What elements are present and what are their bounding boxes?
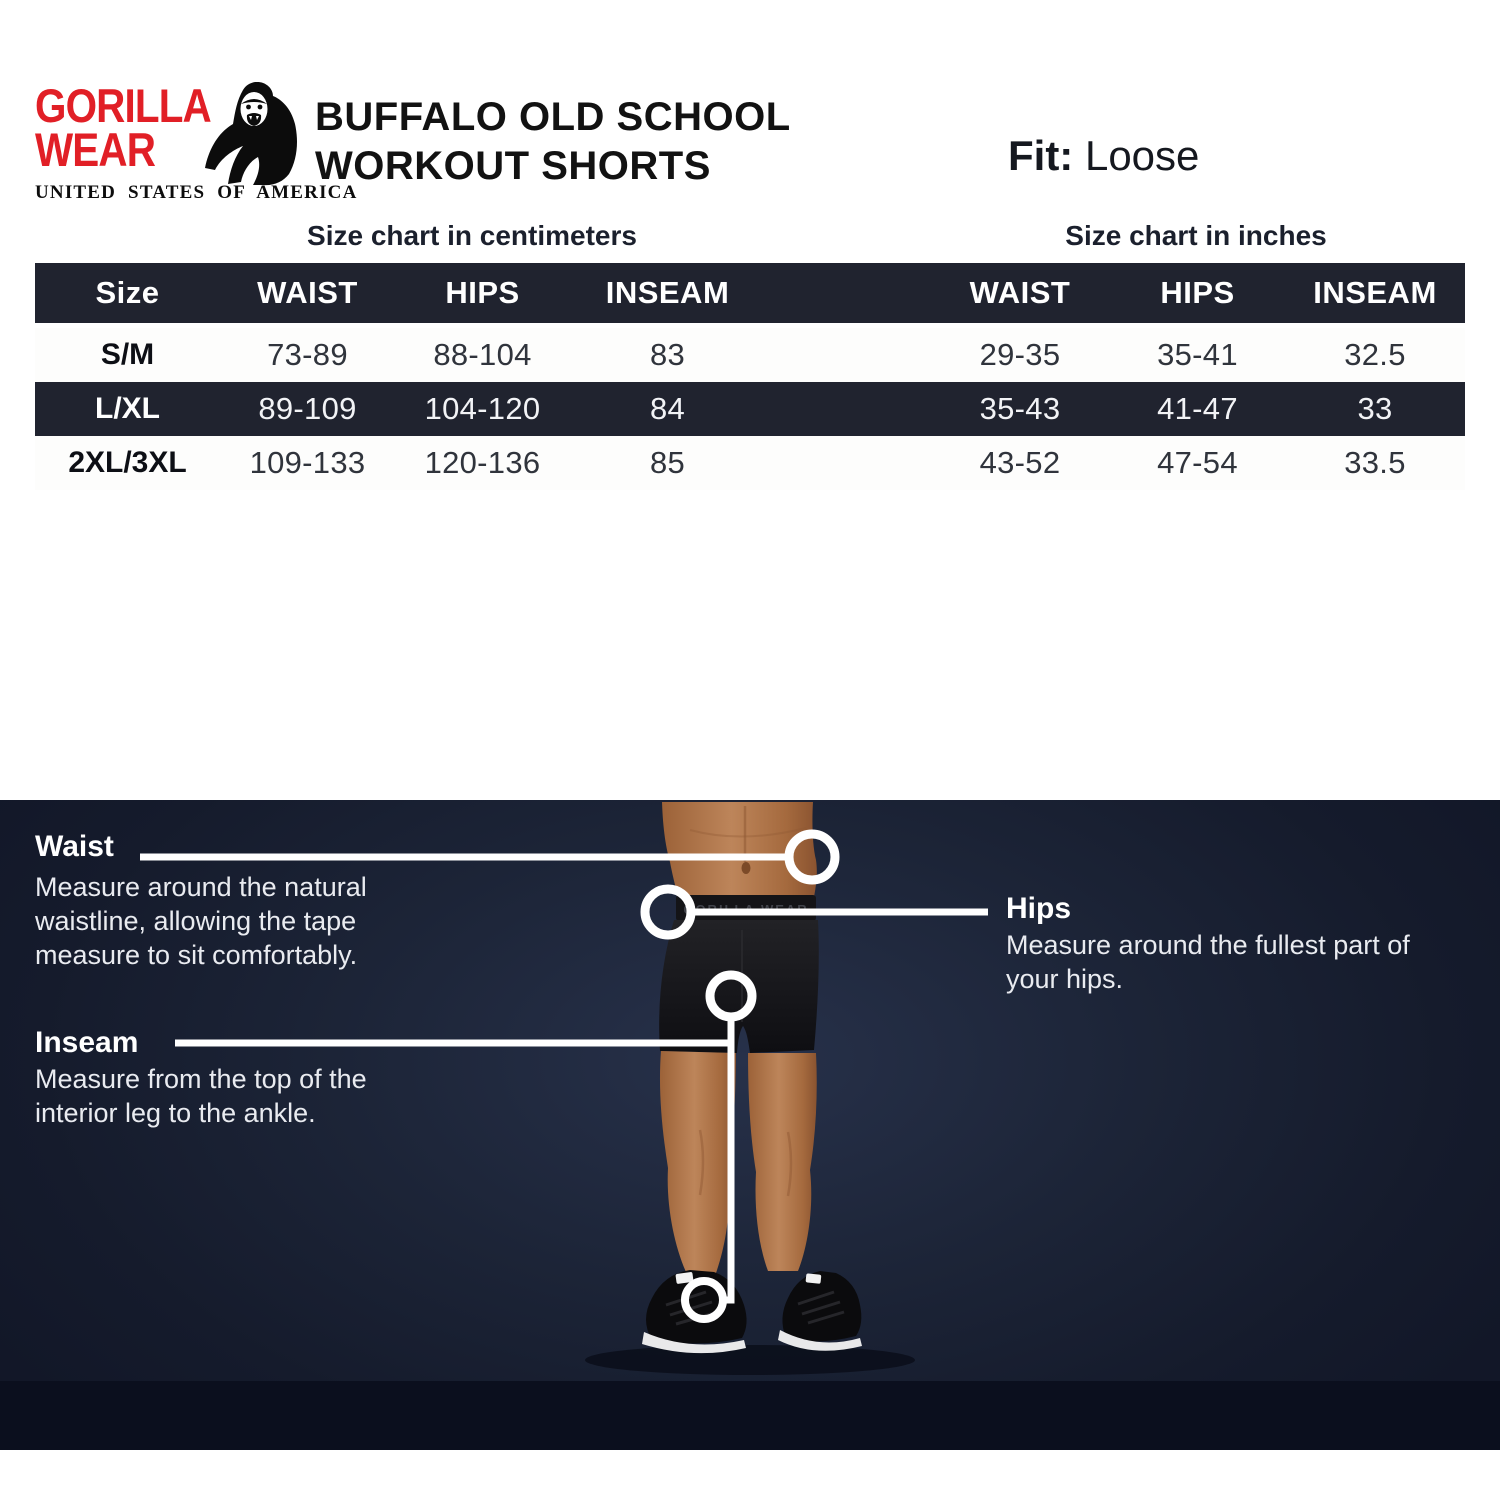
row-hips-in: 41-47 bbox=[1157, 391, 1238, 426]
logo-tagline: UNITED STATES OF AMERICA bbox=[35, 182, 358, 203]
row-hips-in: 47-54 bbox=[1157, 445, 1238, 480]
hips-label: Hips bbox=[1006, 892, 1072, 925]
row-waist-cm: 109-133 bbox=[249, 445, 366, 480]
gorilla-wear-logo bbox=[35, 79, 358, 212]
table-row bbox=[35, 382, 1465, 436]
logo-word-gorilla: GORILLA bbox=[35, 79, 211, 132]
table-row bbox=[35, 328, 1465, 382]
gorilla-icon bbox=[201, 82, 301, 186]
row-waist-in: 29-35 bbox=[979, 337, 1061, 372]
inseam-label: Inseam bbox=[35, 1026, 139, 1059]
header-hips-in: HIPS bbox=[1160, 275, 1235, 310]
inseam-desc-line: interior leg to the ankle. bbox=[35, 1098, 316, 1128]
size-table bbox=[35, 263, 1465, 490]
waistband-brand-text: GORILLA WEAR bbox=[683, 902, 809, 917]
row-waist-in: 43-52 bbox=[979, 445, 1061, 480]
hips-description bbox=[1006, 928, 1410, 996]
floor-shadow bbox=[585, 1345, 915, 1375]
row-inseam-cm: 84 bbox=[649, 391, 686, 426]
waist-desc-line: Measure around the natural bbox=[35, 872, 367, 902]
row-waist-cm: 73-89 bbox=[267, 337, 348, 372]
inseam-description bbox=[35, 1062, 367, 1130]
table-header-row bbox=[35, 263, 1465, 328]
waist-desc-line: measure to sit comfortably. bbox=[35, 940, 358, 970]
row-waist-in: 35-43 bbox=[979, 391, 1061, 426]
row-size: 2XL/3XL bbox=[68, 446, 187, 479]
model-legs bbox=[660, 1051, 817, 1273]
waist-desc-line: waistline, allowing the tape bbox=[35, 906, 357, 936]
inseam-desc-line: Measure from the top of the bbox=[35, 1064, 367, 1094]
header-size: Size bbox=[95, 275, 160, 310]
row-hips-cm: 104-120 bbox=[424, 391, 541, 426]
model-shoes bbox=[642, 1270, 862, 1353]
header-hips-cm: HIPS bbox=[445, 275, 520, 310]
product-title bbox=[315, 93, 791, 191]
header-waist-in: WAIST bbox=[969, 275, 1071, 310]
fit-value: Loose bbox=[1084, 132, 1200, 179]
measure-guide-section bbox=[0, 800, 1500, 1450]
logo-word-wear: WEAR bbox=[35, 123, 156, 176]
row-inseam-cm: 83 bbox=[649, 337, 686, 372]
fit-info bbox=[1008, 132, 1199, 180]
waist-label: Waist bbox=[35, 830, 114, 863]
table-row bbox=[35, 436, 1465, 490]
row-hips-cm: 120-136 bbox=[424, 445, 541, 480]
row-size: S/M bbox=[100, 338, 155, 371]
header-inseam-cm: INSEAM bbox=[605, 275, 730, 310]
product-title-line2: WORKOUT SHORTS bbox=[315, 144, 711, 188]
row-inseam-in: 33.5 bbox=[1344, 445, 1406, 480]
row-hips-in: 35-41 bbox=[1157, 337, 1238, 372]
header-inseam-in: INSEAM bbox=[1313, 275, 1437, 310]
row-size: L/XL bbox=[95, 392, 160, 425]
row-hips-cm: 88-104 bbox=[433, 337, 532, 372]
hips-desc-line: your hips. bbox=[1006, 964, 1124, 994]
row-inseam-in: 33 bbox=[1357, 391, 1393, 426]
inch-chart-title: Size chart in inches bbox=[1065, 220, 1327, 251]
row-inseam-cm: 85 bbox=[649, 445, 686, 480]
product-title-line1: BUFFALO OLD SCHOOL bbox=[315, 95, 791, 139]
header-waist-cm: WAIST bbox=[257, 275, 358, 310]
cm-chart-title: Size chart in centimeters bbox=[307, 220, 637, 251]
hips-desc-line: Measure around the fullest part of bbox=[1006, 930, 1410, 960]
row-inseam-in: 32.5 bbox=[1344, 337, 1406, 372]
row-waist-cm: 89-109 bbox=[258, 391, 357, 426]
fit-label: Fit: bbox=[1008, 132, 1074, 179]
waist-description bbox=[35, 870, 367, 972]
